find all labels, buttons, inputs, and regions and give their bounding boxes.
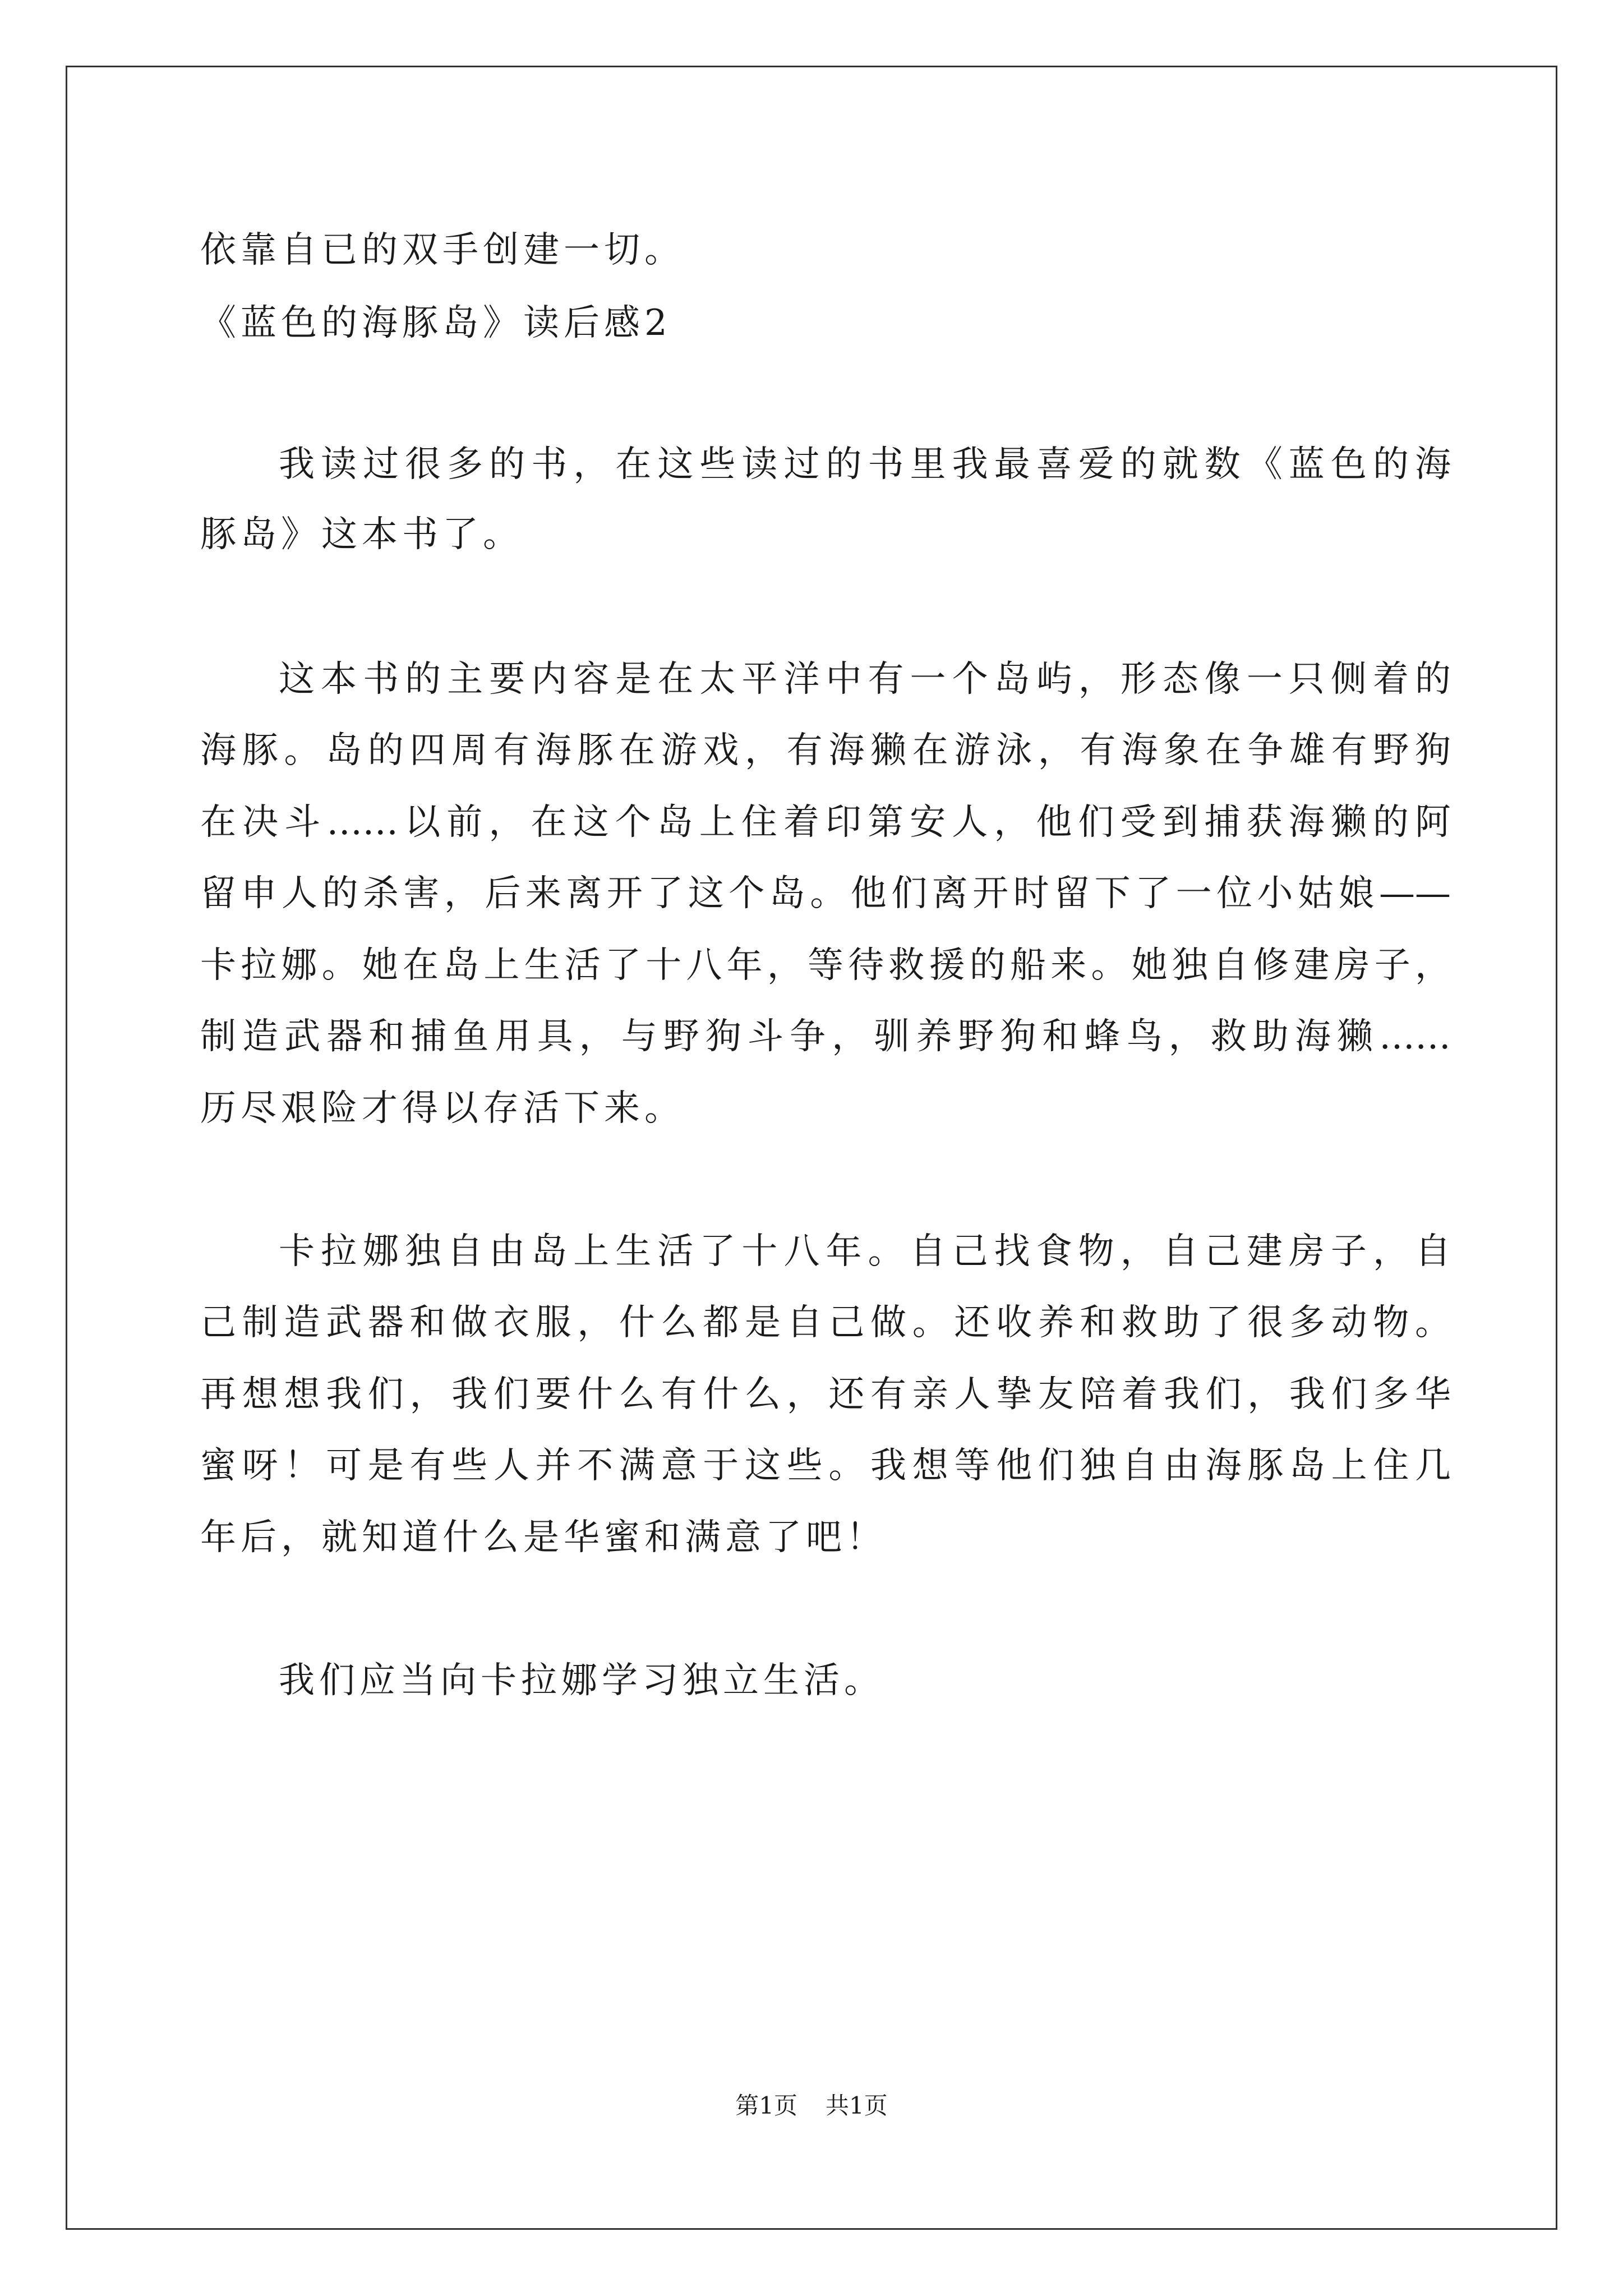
text-line: 留申人的杀害，后来离开了这个岛。他们离开时留下了一位小姑娘——	[200, 873, 1451, 914]
text-line: 制造武器和捕鱼用具，与野狗斗争，驯养野狗和蜂鸟，救助海獭……	[200, 1016, 1451, 1057]
page-footer	[0, 2090, 1623, 2122]
text-line: 我们应当向卡拉娜学习独立生活。	[279, 1660, 884, 1701]
text-line: 再想想我们，我们要什么有什么，还有亲人挚友陪着我们，我们多华	[200, 1374, 1451, 1415]
text-line: 蜜呀！可是有些人并不满意于这些。我想等他们独自由海豚岛上住几	[200, 1445, 1451, 1487]
text-line: 己制造武器和做衣服，什么都是自己做。还收养和救助了很多动物。	[200, 1302, 1451, 1343]
text-line: 历尽艰险才得以存活下来。	[200, 1088, 685, 1129]
text-line: 年后，就知道什么是华蜜和满意了吧！	[200, 1517, 887, 1558]
text-line: 我读过很多的书，在这些读过的书里我最喜爱的就数《蓝色的海	[279, 444, 1451, 485]
text-line: 卡拉娜独自由岛上生活了十八年。自己找食物，自己建房子，自	[279, 1231, 1451, 1272]
text-line: 海豚。岛的四周有海豚在游戏，有海獭在游泳，有海象在争雄有野狗	[200, 730, 1451, 771]
text-line: 豚岛》这本书了。	[200, 514, 523, 555]
text-line: 这本书的主要内容是在太平洋中有一个岛屿，形态像一只侧着的	[279, 659, 1451, 700]
page-border	[66, 66, 1557, 2230]
page-total: 共1页	[826, 2092, 888, 2119]
text-line: 在决斗……以前，在这个岛上住着印第安人，他们受到捕获海獭的阿	[200, 802, 1451, 843]
page-number: 第1页	[735, 2092, 797, 2119]
text-line: 卡拉娜。她在岛上生活了十八年，等待救援的船来。她独自修建房子，	[200, 945, 1451, 986]
essay-title: 《蓝色的海豚岛》读后感2	[200, 302, 672, 344]
text-line: 依靠自已的双手创建一切。	[200, 229, 685, 271]
